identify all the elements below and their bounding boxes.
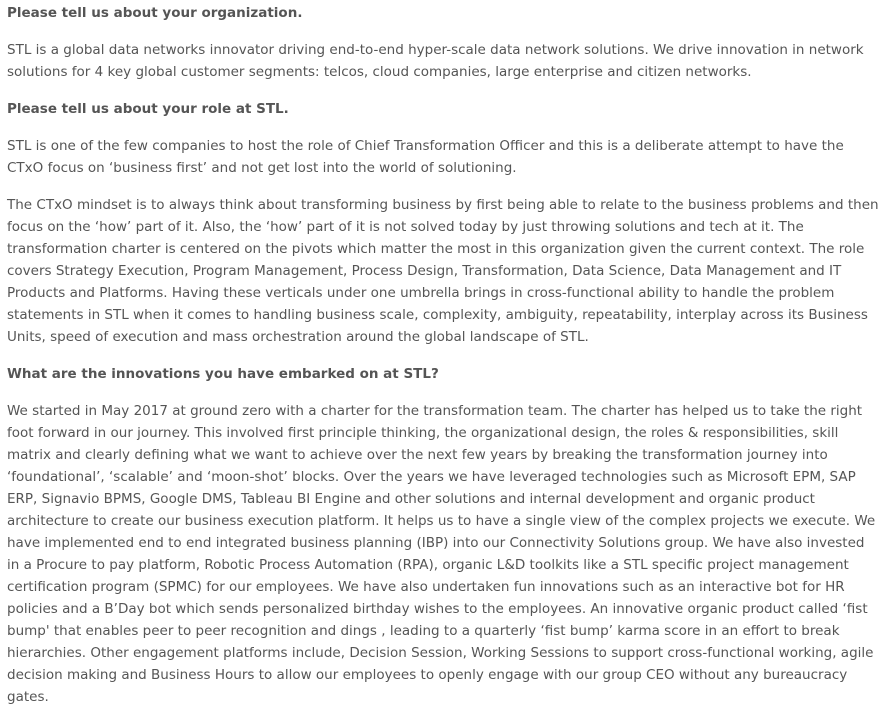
answer-role-paragraph-2: The CTxO mindset is to always think about transforming business by first being able to relate to the business problems and then focus on the ‘how’ part of it. Also, the ‘how’ part of it is not solved today by just throwing solutions and tech at it. The transformation charter is centered on the pivots which matter the most in this organization given the current context. The role covers Strategy Execution, Program Management, Process Design, Transformation, Data Science, Data Management and IT Products and Platforms. Having these verticals under one umbrella brings in cross-functional ability to handle the problem statements in STL when it comes to handling business scale, complexity, ambiguity, repeatability, interplay across its Business Units, speed of execution and mass orchestration around the global landscape of STL. (7, 197, 879, 345)
answer-innovations: We started in May 2017 at ground zero with a charter for the transformation team. The charter has helped us to take the right foot forward in our journey. This involved first principle thinking, the organizational design, the roles & responsibilities, skill matrix and clearly defining what we want to achieve over the next few years by breaking the transformation journey into ‘foundational’, ‘scalable’ and ‘moon-shot’ blocks. Over the years we have leveraged technologies such as Microsoft EPM, SAP ERP, Signavio BPMS, Google DMS, Tableau BI Engine and other solutions and internal development and organic product architecture to create our business execution platform. It helps us to have a single view of the complex projects we execute. We have implemented end to end integrated business planning (IBP) into our Connectivity Solutions group. We have also invested in a Procure to pay platform, Robotic Process Automation (RPA), organic L&D toolkits like a STL specific project management certification program (SPMC) for our employees. We have also undertaken fun innovations such as an interactive bot for HR policies and a B’Day bot which sends personalized birthday wishes to the employees. An innovative organic product called ‘fist bump' that enables peer to peer recognition and dings , leading to a quarterly ‘fist bump’ karma score in an effort to break hierarchies. Other engagement platforms include, Decision Session, Working Sessions to support cross-functional working, agile decision making and Business Hours to allow our employees to openly engage with our group CEO without any bureaucracy gates. (7, 403, 876, 705)
question-organization: Please tell us about your organization. (7, 5, 303, 21)
question-role: Please tell us about your role at STL. (7, 101, 289, 117)
answer-role-paragraph-1: STL is one of the few companies to host the role of Chief Transformation Officer and this is a deliberate attempt to have the CTxO focus on ‘business first’ and not get lost into the world of solutioning. (7, 138, 844, 176)
answer-organization: STL is a global data networks innovator driving end-to-end hyper-scale data network solutions. We drive innovation in network solutions for 4 key global customer segments: telcos, cloud companies, large enterprise and citizen networks. (7, 42, 864, 80)
question-innovations: What are the innovations you have embarked on at STL? (7, 366, 439, 382)
